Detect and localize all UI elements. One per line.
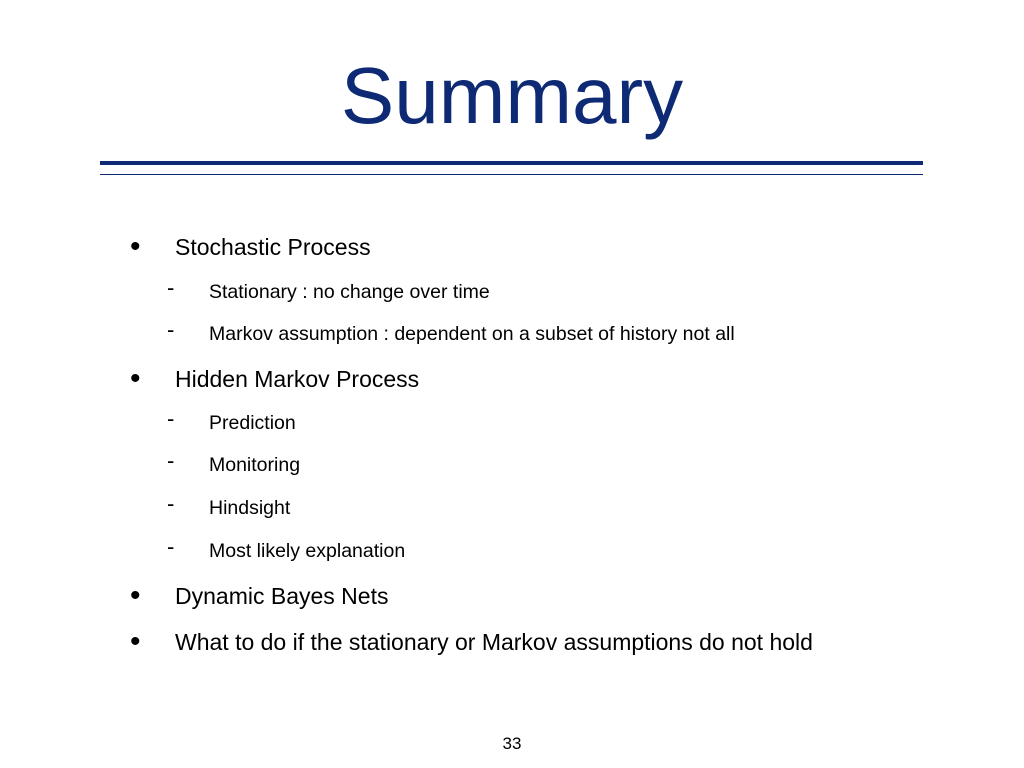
sub-bullet-text: Monitoring	[209, 454, 301, 476]
sub-bullet-marker: -	[167, 275, 175, 300]
bullet-marker: •	[130, 230, 141, 263]
sub-bullet-text: Stationary : no change over time	[209, 281, 490, 303]
sub-bullet-text: Markov assumption : dependent on a subset of history not all	[209, 323, 735, 345]
bullet-text: What to do if the stationary or Markov assumptions do not hold	[175, 629, 813, 655]
bullet-marker: •	[130, 579, 141, 612]
sub-bullet-marker: -	[167, 406, 175, 431]
sub-bullet-marker: -	[167, 317, 175, 342]
sub-bullet-marker: -	[167, 534, 175, 559]
sub-bullet-text: Hindsight	[209, 497, 291, 519]
slide-title: Summary	[340, 51, 684, 140]
bullet-text: Hidden Markov Process	[175, 366, 420, 392]
bullet-marker: •	[130, 625, 141, 658]
bullet-text: Stochastic Process	[175, 234, 371, 260]
page-number: 33	[502, 734, 522, 753]
sub-bullet-text: Prediction	[209, 412, 296, 434]
sub-bullet-marker: -	[167, 448, 175, 473]
bullet-text: Dynamic Bayes Nets	[175, 583, 389, 609]
bullet-marker: •	[130, 362, 141, 395]
sub-bullet-text: Most likely explanation	[209, 540, 406, 562]
sub-bullet-marker: -	[167, 491, 175, 516]
